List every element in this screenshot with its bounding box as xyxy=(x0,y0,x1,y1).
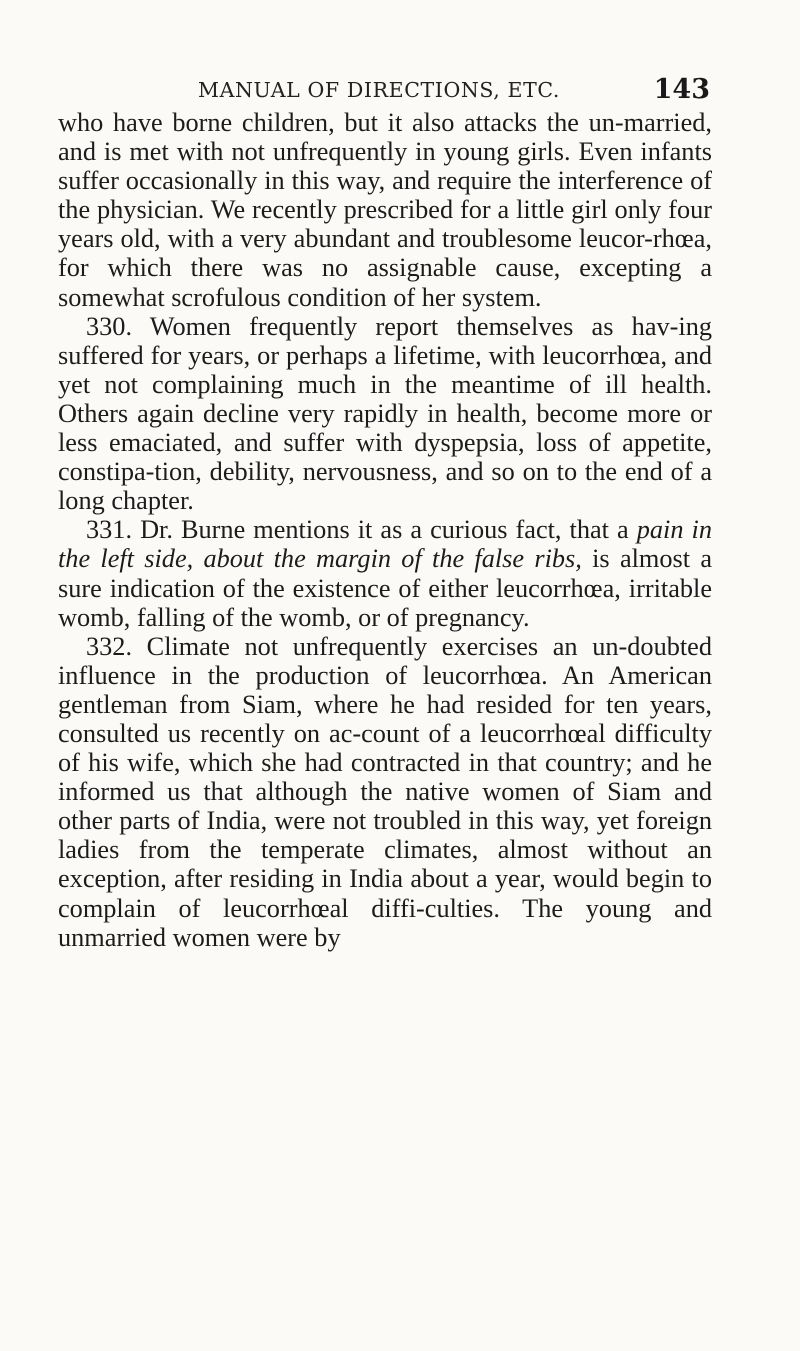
paragraph-331-tail: is almost a sure indication of the existence of either leucorrhœa, irritable womb, falling of the womb, or of pregnancy. xyxy=(58,544,713,632)
running-head xyxy=(198,74,710,108)
running-title: MANUAL OF DIRECTIONS, ETC. xyxy=(198,78,561,102)
paragraph-continuation: who have borne children, but it also attacks the un-married, and is met with not unfrequently in young girls. Even infants suffer occasionally in this way, and require the interference of the physician. We recently prescribed for a little girl only four years old, with a very abundant and troublesome leucor-rhœa, for which there was no assignable cause, excepting a somewhat scrofulous condition of her system. xyxy=(58,108,712,312)
paragraph-330: 330. Women frequently report themselves as hav-ing suffered for years, or perhaps a lifetime, with leucorrhœa, and yet not complaining much in the meantime of ill health. Others again decline very rapidly in health, become more or less emaciated, and suffer with dyspepsia, loss of appetite, constipa-tion, debility, nervousness, and so on to the end of a long chapter. xyxy=(58,311,712,516)
page-number: 143 xyxy=(653,74,710,105)
paragraph-332: 332. Climate not unfrequently exercises an un-doubted influence in the production of leucorrhœa. An American gentleman from Siam, where he had resided for ten years, consulted us recently on ac-count of a leucorrhœal difficulty of his wife, which she had contracted in that country; and he informed us that although the native women of Siam and other parts of India, were not troubled in this way, yet foreign ladies from the temperate climates, almost without an exception, after residing in India about a year, would begin to complain of leucorrhœal diffi-culties. The young and unmarried women were by xyxy=(58,631,712,952)
body-text xyxy=(58,108,712,952)
paragraph-331-emphasis: pain in the left side, about the margin of the false ribs, xyxy=(58,515,712,574)
paragraph-331 xyxy=(58,515,712,631)
paragraph-331-lead: 331. Dr. Burne mentions it as a curious fact, that a xyxy=(86,515,637,545)
